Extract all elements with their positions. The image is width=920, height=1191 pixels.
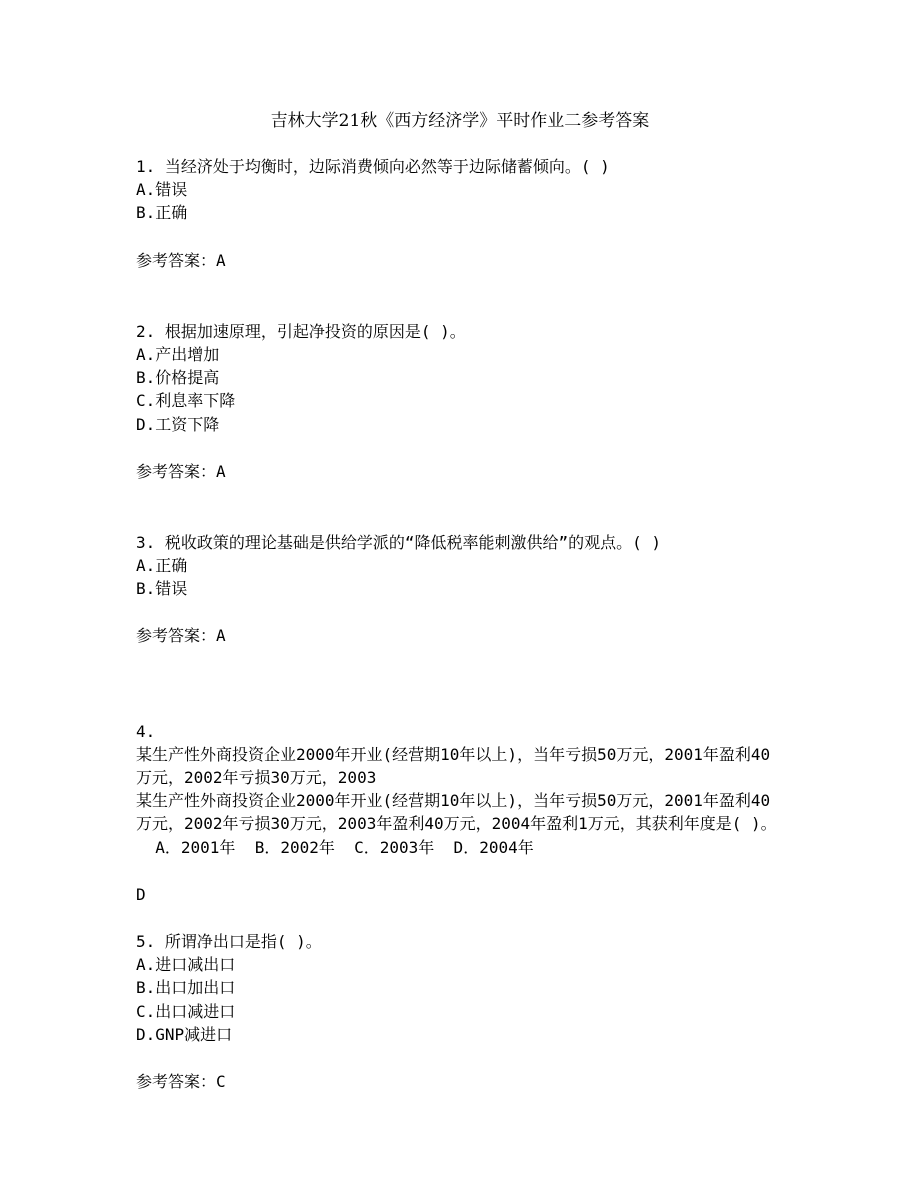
question-stem-short: 某生产性外商投资企业2000年开业(经营期10年以上)，当年亏损50万元，2001年盈利40万元，2002年亏损30万元，2003 bbox=[136, 744, 771, 788]
reference-answer: 参考答案：A bbox=[136, 250, 226, 270]
option-a: A.进口减出口 bbox=[136, 955, 236, 975]
option-b: B.错误 bbox=[136, 579, 188, 599]
reference-answer: 参考答案：A bbox=[136, 461, 226, 481]
question-stem: 3. 税收政策的理论基础是供给学派的“降低税率能刺激供给”的观点。( ) bbox=[136, 532, 662, 552]
reference-answer: 参考答案：A bbox=[136, 626, 226, 646]
option-b: B.出口加出口 bbox=[136, 978, 236, 998]
question-stem: 5. 所谓净出口是指( )。 bbox=[136, 932, 322, 951]
question-list bbox=[136, 155, 786, 1093]
question-number: 4. bbox=[136, 721, 156, 741]
option-d: D.工资下降 bbox=[136, 414, 220, 434]
question-stem-full: 某生产性外商投资企业2000年开业(经营期10年以上)，当年亏损50万元，2001年盈利40万元，2002年亏损30万元，2003年盈利40万元，2004年盈利1万元，其获利年度是( )。 bbox=[136, 791, 777, 834]
option-c: C.利息率下降 bbox=[136, 391, 236, 411]
question-1 bbox=[136, 155, 786, 272]
question-3 bbox=[136, 531, 786, 648]
document-title: 吉林大学21秋《西方经济学》平时作业二参考答案 bbox=[270, 111, 650, 131]
reference-answer: 参考答案：C bbox=[136, 1071, 226, 1091]
option-a: A.产出增加 bbox=[136, 344, 220, 364]
option-b: B.正确 bbox=[136, 203, 188, 223]
question-4 bbox=[136, 720, 786, 906]
question-stem: 1. 当经济处于均衡时，边际消费倾向必然等于边际储蓄倾向。( ) bbox=[136, 157, 610, 176]
question-stem: 2. 根据加速原理，引起净投资的原因是( )。 bbox=[136, 321, 466, 341]
option-c: C.出口减进口 bbox=[136, 1001, 236, 1021]
option-d: D.GNP减进口 bbox=[136, 1024, 233, 1044]
option-a: A.正确 bbox=[136, 556, 188, 576]
option-b: B.价格提高 bbox=[136, 368, 220, 388]
option-a: A.错误 bbox=[136, 180, 188, 200]
question-2 bbox=[136, 320, 786, 483]
reference-answer: D bbox=[136, 884, 146, 904]
question-5 bbox=[136, 930, 786, 1093]
question-choices: A．2001年 B．2002年 C．2003年 D．2004年 bbox=[136, 837, 534, 857]
